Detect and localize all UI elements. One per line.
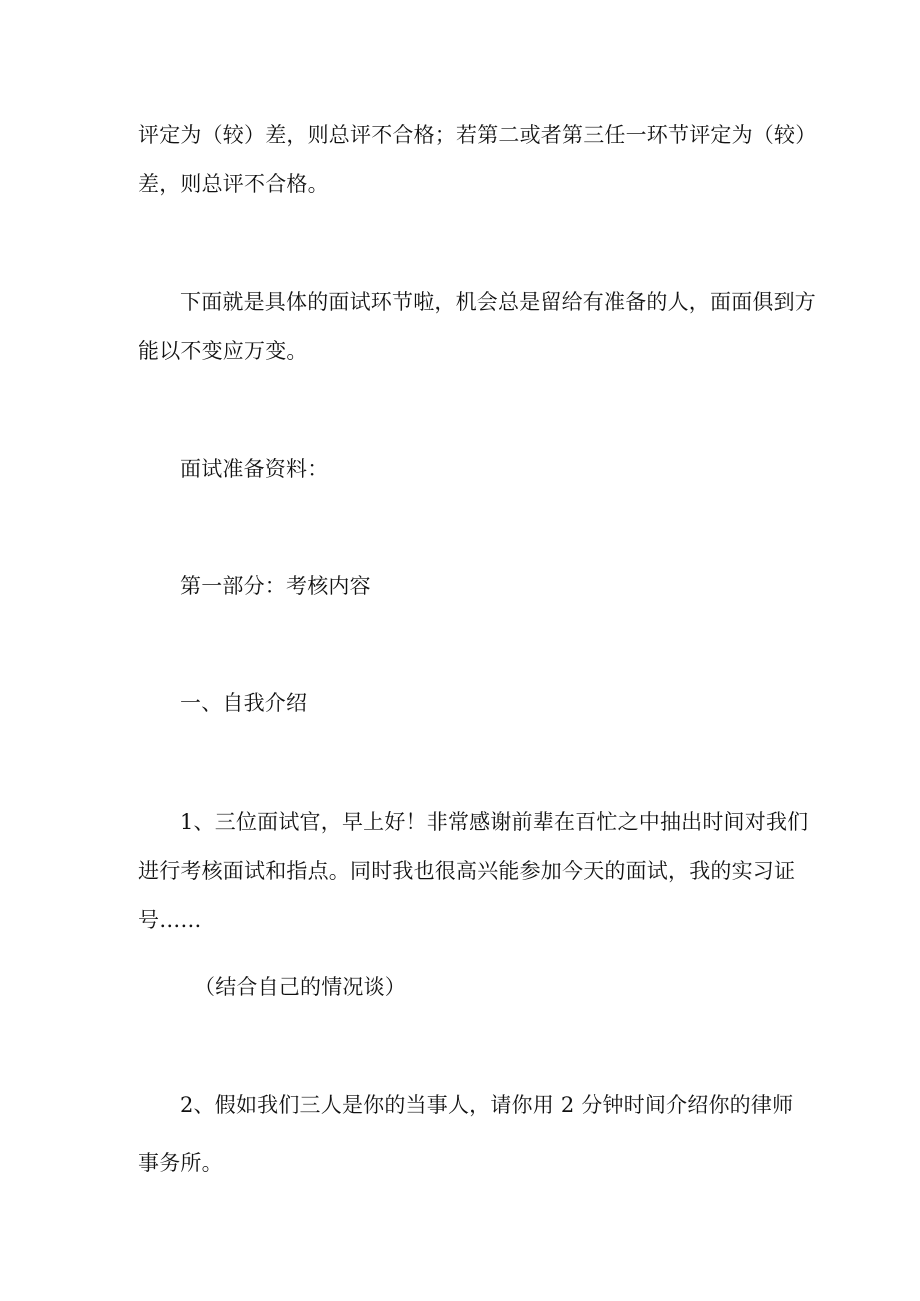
item-1-line-2: 进行考核面试和指点。同时我也很高兴能参加今天的面试，我的实习证 [138, 859, 796, 883]
item-2-line-2: 事务所。 [138, 1151, 223, 1175]
heading-materials: 面试准备资料： [180, 457, 329, 481]
heading-part-one: 第一部分：考核内容 [180, 574, 371, 598]
paragraph-1-line-2: 差，则总评不合格。 [138, 172, 329, 196]
paragraph-2-line-1: 下面就是具体的面试环节啦，机会总是留给有准备的人，面面俱到方 [180, 290, 816, 314]
paragraph-2-line-2: 能以不变应万变。 [138, 339, 308, 363]
item-1-note: （结合自己的情况谈） [194, 975, 406, 999]
item-1-line-3: 号…… [138, 908, 202, 932]
item-2-line-1: 2、假如我们三人是你的当事人，请你用 2 分钟时间介绍你的律师 [180, 1093, 794, 1117]
item-1-line-1: 1、三位面试官，早上好！非常感谢前辈在百忙之中抽出时间对我们 [180, 810, 809, 834]
heading-section-one: 一、自我介绍 [180, 691, 308, 715]
paragraph-1-line-1: 评定为（较）差，则总评不合格；若第二或者第三任一环节评定为（较） [138, 123, 817, 147]
